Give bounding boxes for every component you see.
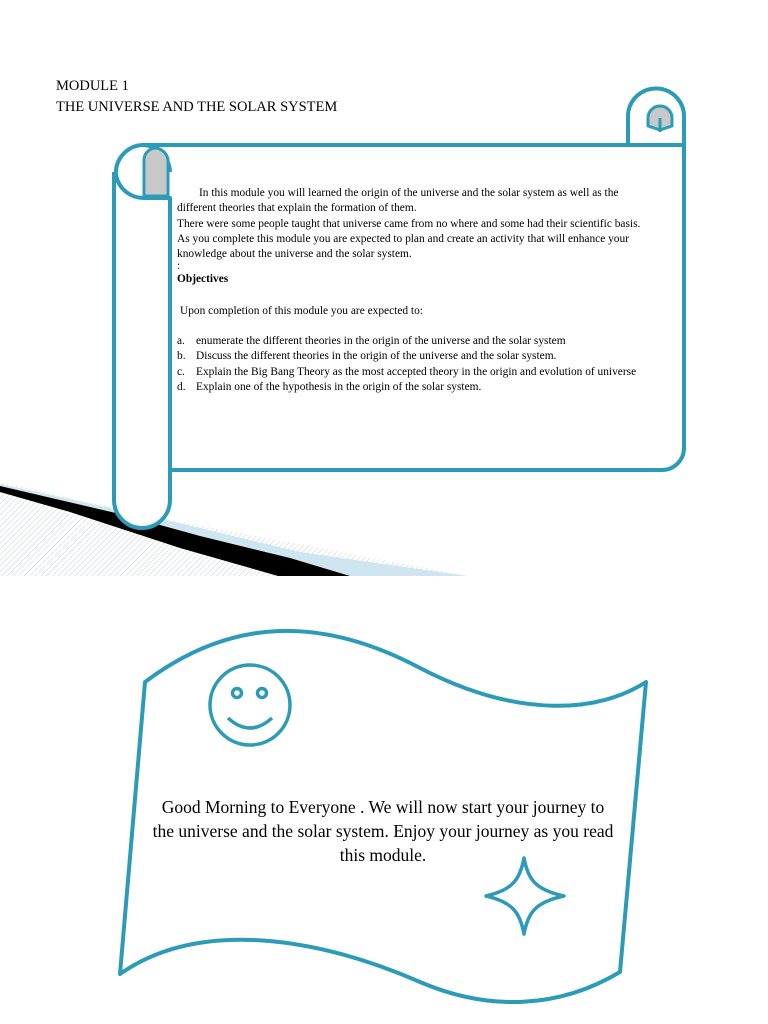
objective-text: enumerate the different theories in the origin of the universe and the solar system [196,335,566,348]
intro-paragraph-2: There were some people taught that universe came from no where and some had their scientific basis. As you complete this module you are expected to plan and create an activity that will enhance your knowledge about the universe and the solar system. [177,217,641,261]
module-heading [56,76,337,118]
objectives-list [177,334,651,395]
module-label: MODULE 1 [56,78,129,94]
ribbon-decoration [0,482,470,576]
scroll-content [177,186,651,395]
objective-item [177,349,651,364]
stray-mark: : [177,260,181,273]
objective-item [177,365,651,380]
objective-item [177,380,651,395]
objective-text: Discuss the different theories in the origin of the universe and the solar system. [196,350,557,363]
objectives-intro: Upon completion of this module you are expected to: [180,304,423,317]
objective-letter: b. [177,350,186,363]
objectives-title: Objectives [177,273,229,286]
objective-letter: a. [177,335,185,348]
objective-text: Explain one of the hypothesis in the origin of the solar system. [196,380,482,393]
module-title: THE UNIVERSE AND THE SOLAR SYSTEM [56,99,338,115]
objective-item [177,334,651,349]
intro-paragraph-1: In this module you will learned the origin of the universe and the solar system as well as the different theories that explain the formation of them. [177,187,619,215]
greeting-text: Good Morning to Everyone . We will now start your journey to the universe and the solar system. Enjoy your journey as you read this module. [152,797,614,865]
objective-letter: d. [177,380,186,393]
objective-letter: c. [177,365,185,378]
objective-text: Explain the Big Bang Theory as the most accepted theory in the origin and evolution of universe [196,365,637,378]
left-curl-inner [144,148,168,196]
